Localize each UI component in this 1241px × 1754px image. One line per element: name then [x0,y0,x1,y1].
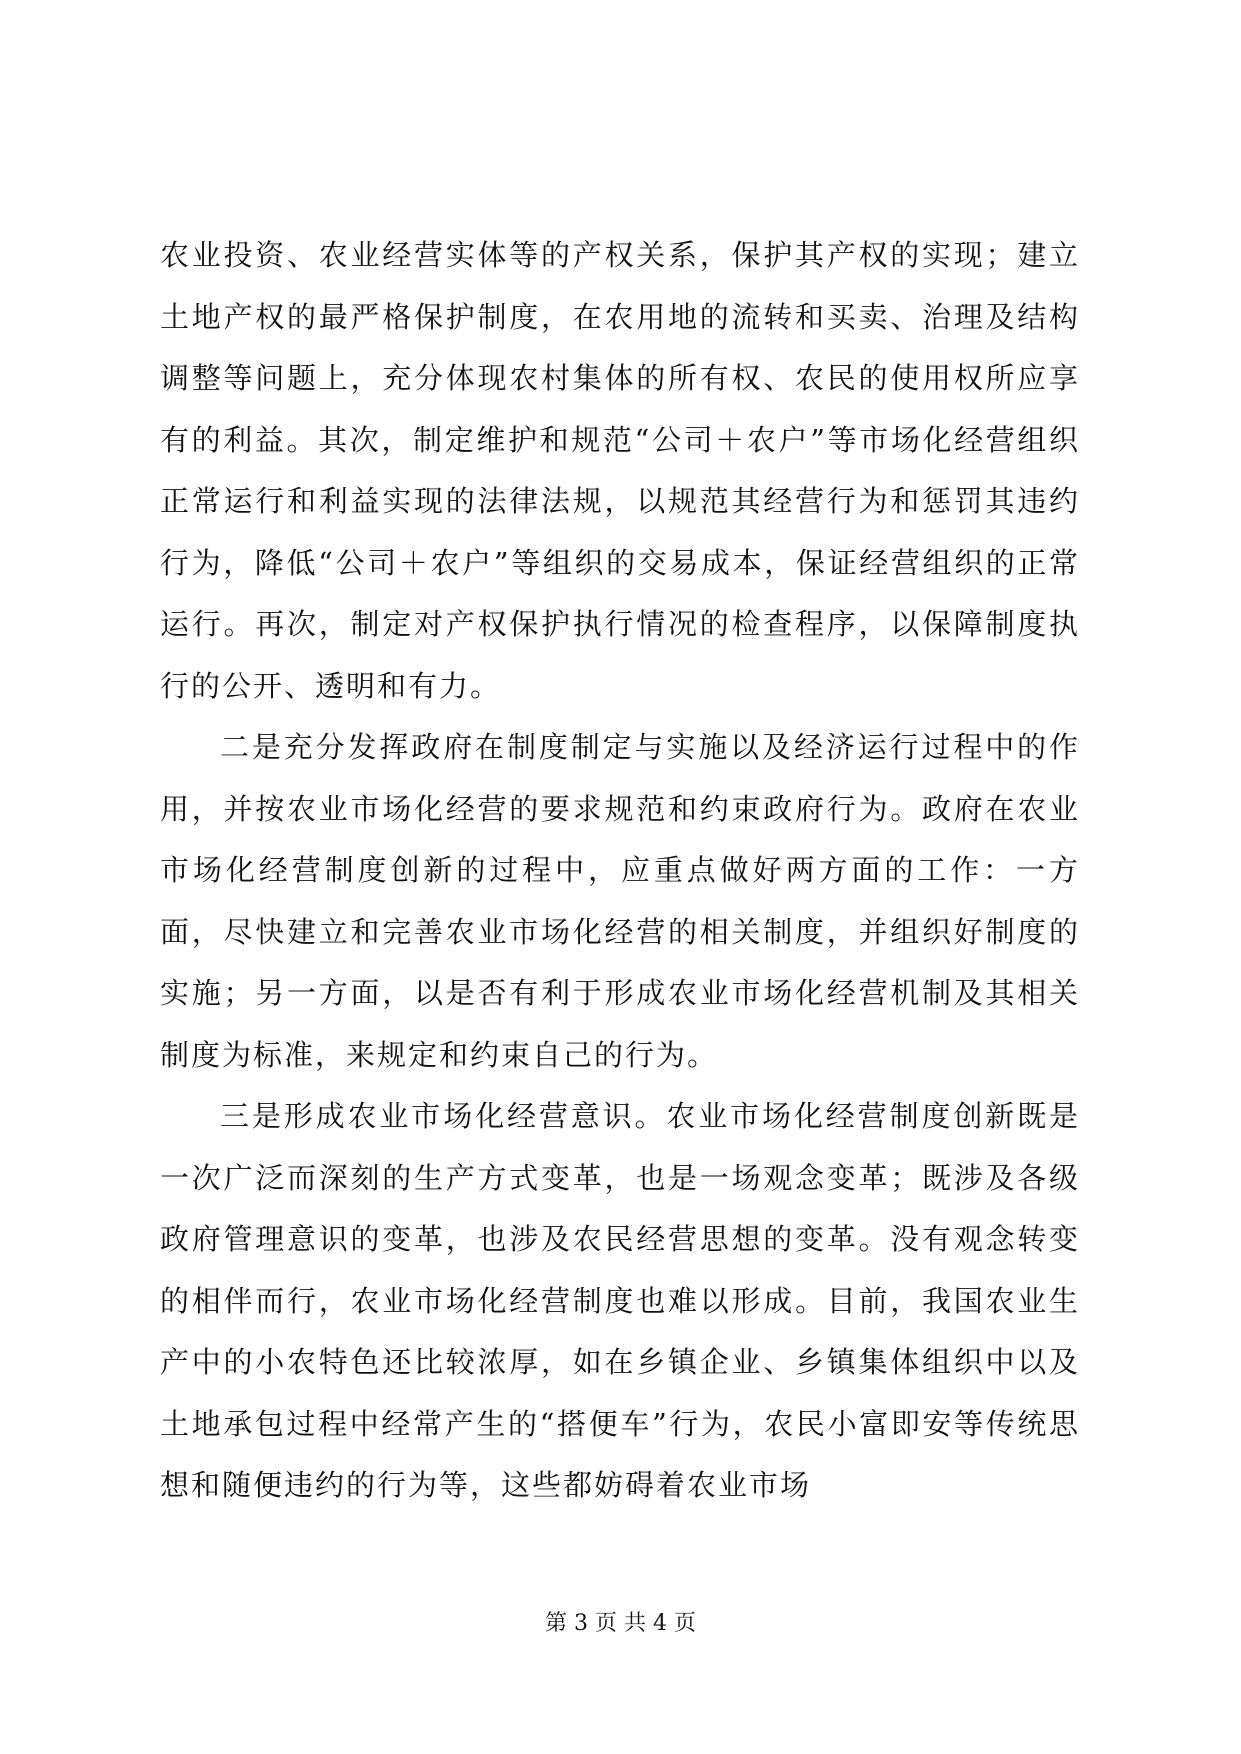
paragraph-2: 二是充分发挥政府在制度制定与实施以及经济运行过程中的作用，并按农业市场化经营的要求规范和约束政府行为。政府在农业市场化经营制度创新的过程中，应重点做好两方面的工作：一方面，尽快建立和完善农业市场化经营的相关制度，并组织好制度的实施；另一方面，以是否有利于形成农业市场化经营机制及其相关制度为标准，来规定和约束自己的行为。 [160,730,1080,1072]
page-number-footer: 第 3 页 共 4 页 [545,1611,696,1636]
paragraph-3: 三是形成农业市场化经营意识。农业市场化经营制度创新既是一次广泛而深刻的生产方式变革，也是一场观念变革；既涉及各级政府管理意识的变革，也涉及农民经营思想的变革。没有观念转变的相伴而行，农业市场化经营制度也难以形成。目前，我国农业生产中的小农特色还比较浓厚，如在乡镇企业、乡镇集体组织中以及土地承包过程中经常产生的“搭便车”行为，农民小富即安等传统思想和随便违约的行为等，这些都妨碍着农业市场 [160,1099,1080,1502]
document-body [160,225,1080,1517]
paragraph-1: 农业投资、农业经营实体等的产权关系，保护其产权的实现；建立土地产权的最严格保护制度，在农用地的流转和买卖、治理及结构调整等问题上，充分体现农村集体的所有权、农民的使用权所应享有的利益。其次，制定维护和规范“公司＋农户”等市场化经营组织正常运行和利益实现的法律法规，以规范其经营行为和惩罚其违约行为，降低“公司＋农户”等组织的交易成本，保证经营组织的正常运行。再次，制定对产权保护执行情况的检查程序，以保障制度执行的公开、透明和有力。 [160,238,1080,703]
